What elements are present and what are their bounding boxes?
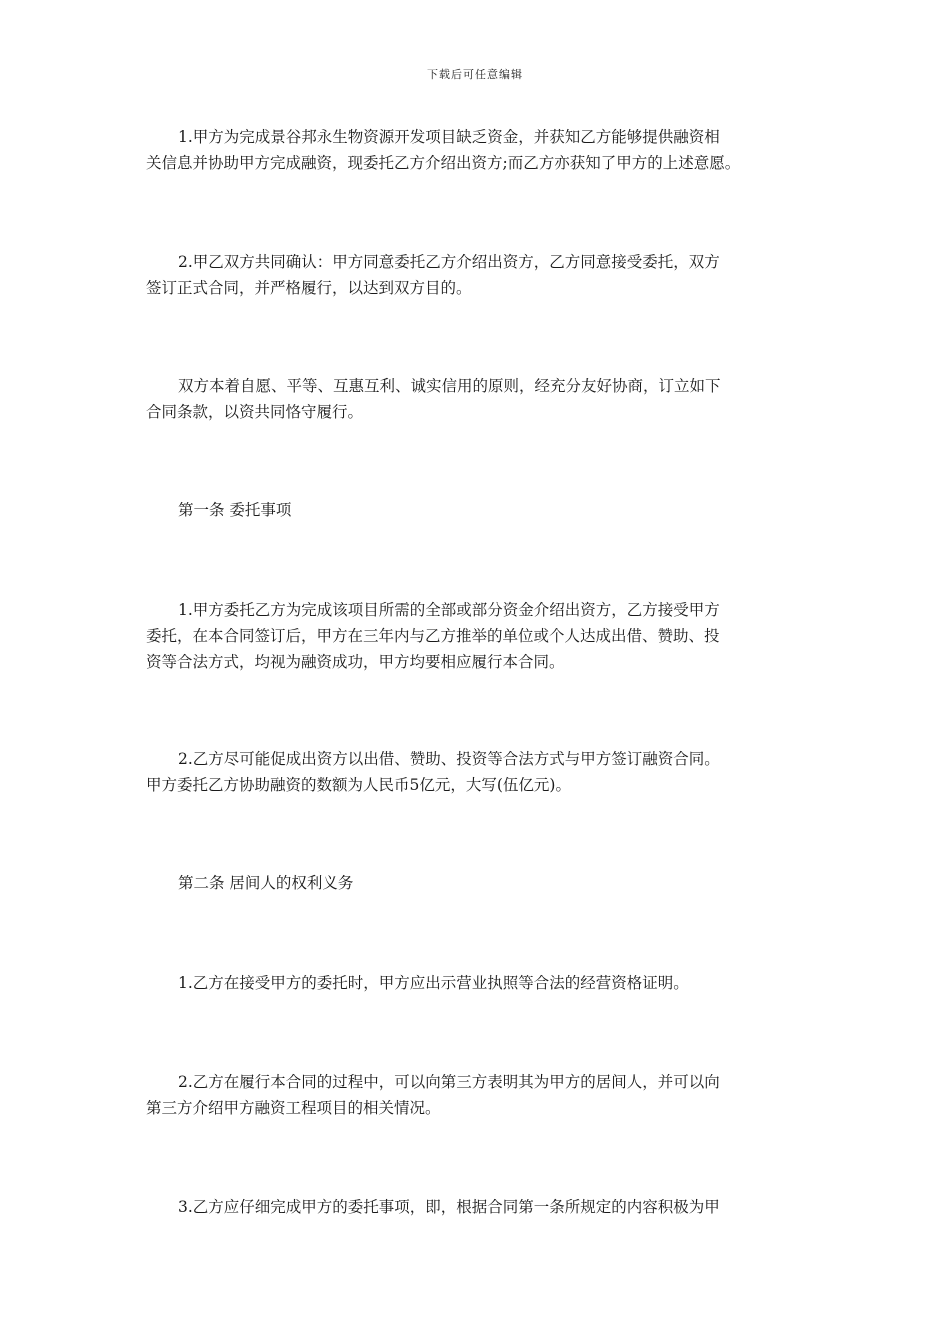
page-header: 下载后可任意编辑 (427, 68, 523, 81)
paragraph-line: 委托，在本合同签订后，甲方在三年内与乙方推举的单位或个人达成出借、赞助、投 (146, 627, 720, 645)
paragraph-line: 签订正式合同，并严格履行，以达到双方目的。 (146, 279, 472, 297)
article-2-clause-3 (146, 1194, 826, 1220)
paragraph-line: 资等合法方式，均视为融资成功，甲方均要相应履行本合同。 (146, 653, 565, 671)
paragraph-line: 2.乙方尽可能促成出资方以出借、赞助、投资等合法方式与甲方签订融资合同。 (178, 750, 720, 768)
paragraph-line: 合同条款，以资共同恪守履行。 (146, 403, 364, 421)
paragraph-line: 2.甲乙双方共同确认：甲方同意委托乙方介绍出资方，乙方同意接受委托，双方 (178, 253, 720, 271)
paragraph-line: 2.乙方在履行本合同的过程中，可以向第三方表明其为甲方的居间人，并可以向 (178, 1073, 720, 1091)
article-2-clause-1 (146, 970, 826, 996)
paragraph-background-1 (146, 124, 826, 176)
article-heading: 第二条 居间人的权利义务 (178, 874, 354, 892)
article-2-heading (146, 870, 826, 896)
paragraph-principles (146, 373, 826, 425)
paragraph-line: 1.甲方为完成景谷邦永生物资源开发项目缺乏资金，并获知乙方能够提供融资相 (178, 128, 720, 146)
article-1-clause-2 (146, 746, 826, 798)
article-2-clause-2 (146, 1069, 826, 1121)
paragraph-line: 双方本着自愿、平等、互惠互利、诚实信用的原则，经充分友好协商，订立如下 (178, 377, 721, 395)
paragraph-line: 关信息并协助甲方完成融资，现委托乙方介绍出资方;而乙方亦获知了甲方的上述意愿。 (146, 154, 741, 172)
paragraph-line: 3.乙方应仔细完成甲方的委托事项，即，根据合同第一条所规定的内容积极为甲 (178, 1198, 720, 1216)
paragraph-line: 1.乙方在接受甲方的委托时，甲方应出示营业执照等合法的经营资格证明。 (178, 974, 689, 992)
article-1-clause-1 (146, 597, 826, 675)
paragraph-line: 甲方委托乙方协助融资的数额为人民币5亿元，大写(伍亿元)。 (146, 776, 571, 794)
paragraph-background-2 (146, 249, 826, 301)
paragraph-line: 1.甲方委托乙方为完成该项目所需的全部或部分资金介绍出资方，乙方接受甲方 (178, 601, 720, 619)
article-1-heading (146, 497, 826, 523)
article-heading: 第一条 委托事项 (178, 501, 292, 519)
paragraph-line: 第三方介绍甲方融资工程项目的相关情况。 (146, 1099, 441, 1117)
